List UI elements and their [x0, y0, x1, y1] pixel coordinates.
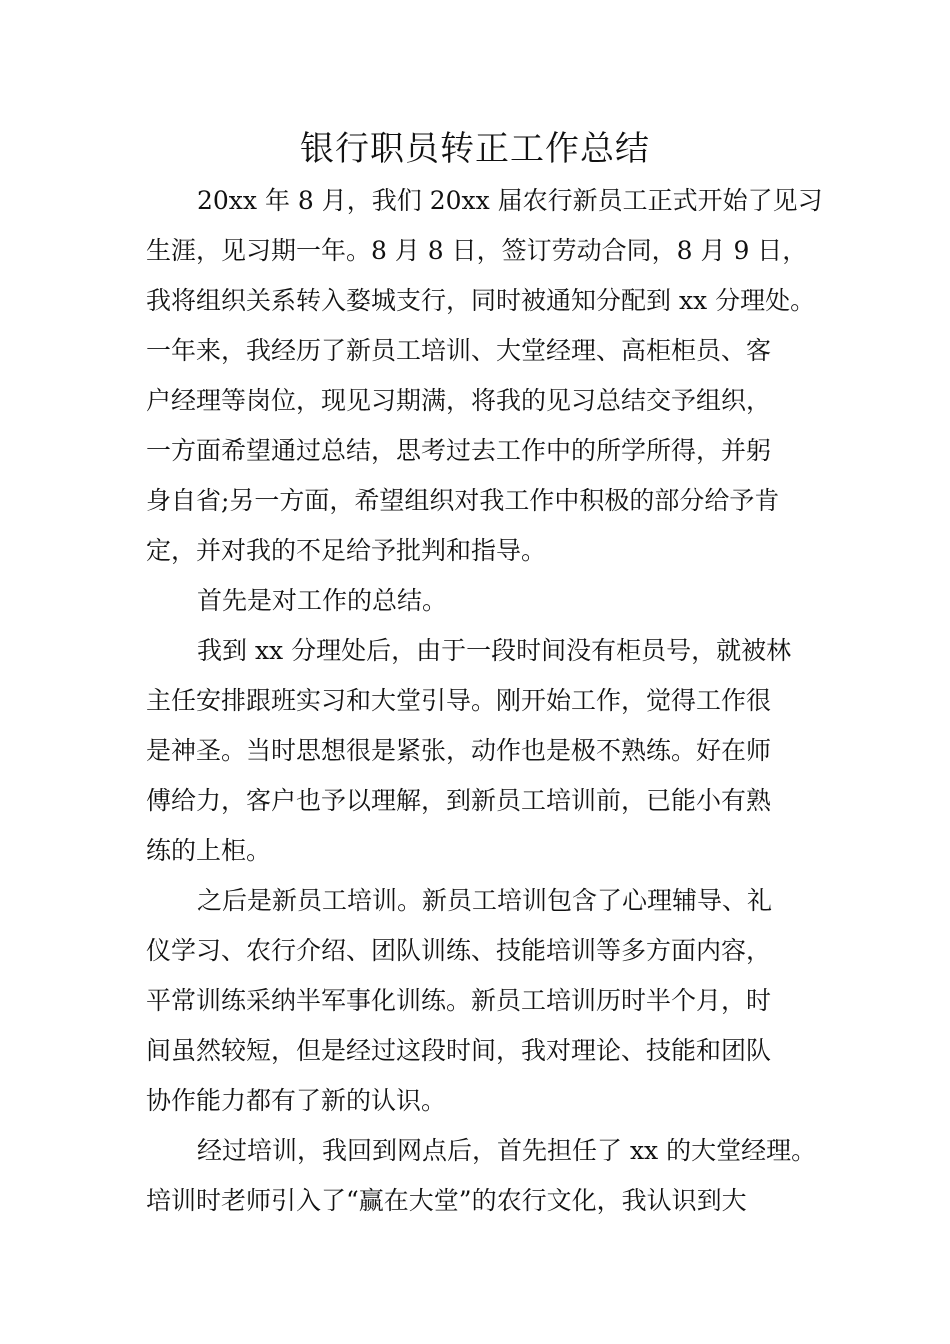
text-line: 身自省;另一方面，希望组织对我工作中积极的部分给予肯 — [146, 486, 780, 515]
text-line: 傅给力，客户也予以理解，到新员工培训前，已能小有熟 — [146, 786, 772, 815]
text-line: 首先是对工作的总结。 — [197, 586, 448, 615]
text-line: 仪学习、农行介绍、团队训练、技能培训等多方面内容， — [146, 936, 772, 965]
text-line: 培训时老师引入了“赢在大堂”的农行文化，我认识到大 — [146, 1186, 747, 1215]
text-line: 之后是新员工培训。新员工培训包含了心理辅导、礼 — [197, 886, 773, 915]
document-body — [146, 176, 823, 1226]
text-line: 20xx 年 8 月，我们 20xx 届农行新员工正式开始了见习 — [197, 186, 823, 215]
text-line: 协作能力都有了新的认识。 — [146, 1086, 447, 1115]
text-line: 一方面希望通过总结，思考过去工作中的所学所得，并躬 — [146, 436, 772, 465]
text-line: 生涯，见习期一年。8 月 8 日，签订劳动合同，8 月 9 日， — [146, 236, 808, 265]
document-title: 银行职员转正工作总结 — [300, 129, 650, 169]
text-line: 间虽然较短，但是经过这段时间，我对理论、技能和团队 — [146, 1036, 772, 1065]
text-line: 我到 xx 分理处后，由于一段时间没有柜员号，就被林 — [197, 636, 792, 665]
text-line: 户经理等岗位，现见习期满，将我的见习总结交予组织， — [146, 386, 772, 415]
text-line: 练的上柜。 — [146, 836, 272, 865]
text-line: 是神圣。当时思想很是紧张，动作也是极不熟练。好在师 — [146, 736, 772, 765]
text-line: 定，并对我的不足给予批判和指导。 — [146, 536, 547, 565]
text-line: 我将组织关系转入婺城支行，同时被通知分配到 xx 分理处。 — [146, 286, 816, 315]
text-line: 一年来，我经历了新员工培训、大堂经理、高柜柜员、客 — [146, 336, 772, 365]
text-line: 平常训练采纳半军事化训练。新员工培训历时半个月，时 — [146, 986, 772, 1015]
text-line: 主任安排跟班实习和大堂引导。刚开始工作，觉得工作很 — [146, 686, 772, 715]
text-line: 经过培训，我回到网点后，首先担任了 xx 的大堂经理。 — [197, 1136, 817, 1165]
